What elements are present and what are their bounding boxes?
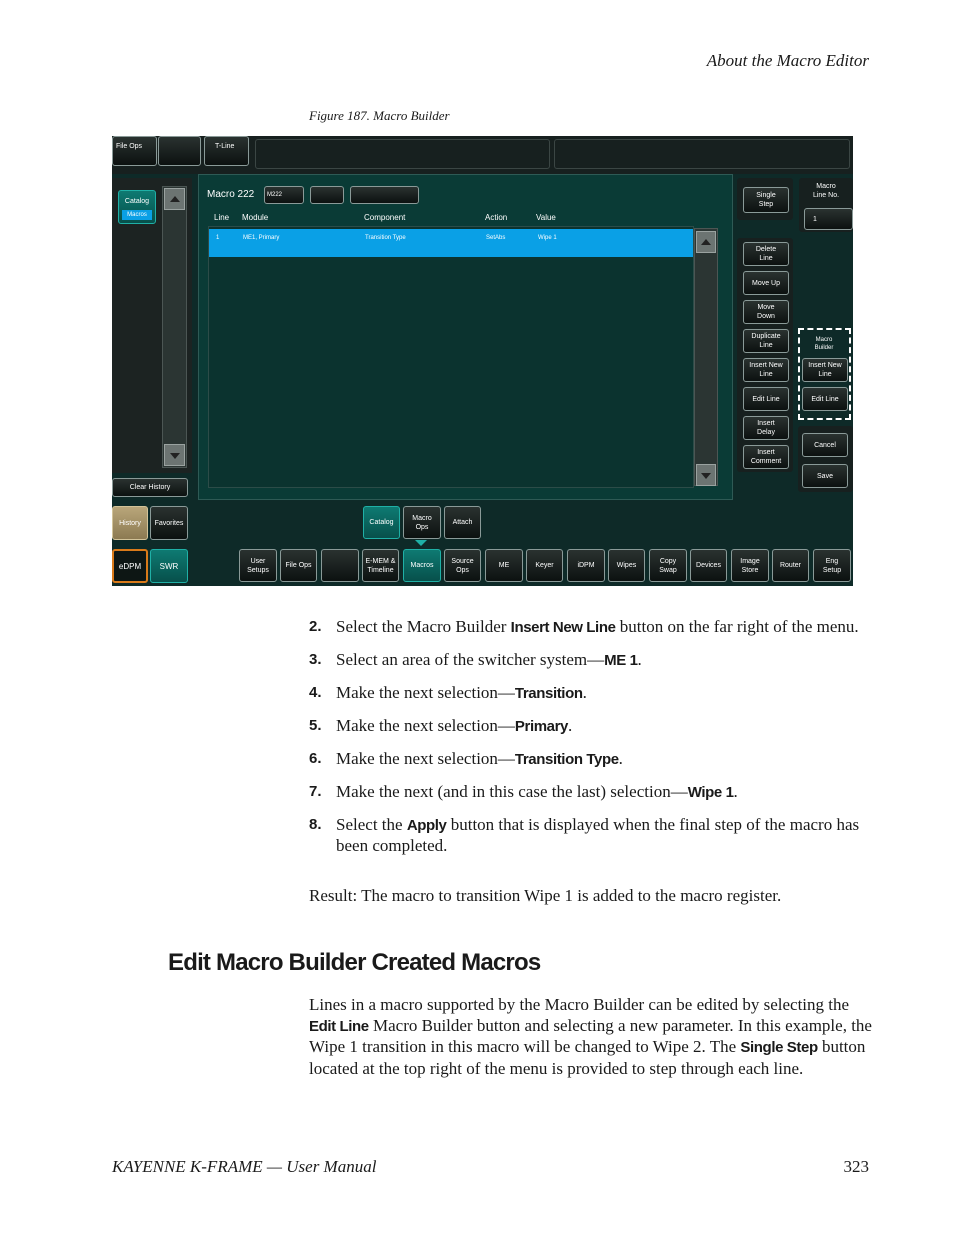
step-2	[309, 617, 869, 638]
step-text: button on the far right of the menu.	[615, 617, 859, 636]
catalog-label: Catalog	[124, 198, 150, 205]
running-header: About the Macro Editor	[706, 51, 869, 70]
cancel-button[interactable]: Cancel	[802, 433, 848, 457]
step-number: 8.	[309, 816, 322, 833]
figure-caption: Figure 187. Macro Builder	[309, 108, 450, 123]
step-4	[309, 683, 869, 704]
tab-eng-setup[interactable]: Eng Setup	[813, 549, 851, 582]
edpm-button[interactable]: eDPM	[112, 549, 148, 583]
insert-comment-button[interactable]: Insert Comment	[743, 445, 789, 469]
single-step-button[interactable]: Single Step	[743, 187, 789, 213]
table-scrollbar[interactable]	[694, 228, 718, 486]
step-text: .	[618, 749, 623, 768]
step-3	[309, 650, 869, 671]
step-keyword: ME 1	[604, 652, 638, 669]
tab-copy-swap[interactable]: Copy Swap	[649, 549, 687, 582]
tab-image-store[interactable]: Image Store	[731, 549, 769, 582]
step-keyword: Apply	[406, 817, 447, 834]
tab-source-ops[interactable]: Source Ops	[444, 549, 481, 582]
step-keyword: Transition Type	[514, 751, 619, 768]
step-8	[309, 815, 869, 856]
tab-keyer[interactable]: Keyer	[526, 549, 563, 582]
tab-me[interactable]: ME	[485, 549, 523, 582]
clear-history-button[interactable]: Clear History	[112, 478, 188, 497]
file-ops-tab[interactable]: File Ops	[112, 136, 157, 166]
step-number: 6.	[309, 750, 322, 767]
step-number: 5.	[309, 717, 322, 734]
col-line: Line	[214, 213, 230, 222]
macro-name-field[interactable]: M222	[264, 186, 304, 204]
save-button[interactable]: Save	[802, 464, 848, 488]
favorites-tab[interactable]: Favorites	[150, 506, 188, 540]
tab-router[interactable]: Router	[772, 549, 809, 582]
left-scroll-up-icon[interactable]	[164, 188, 185, 210]
footer-title: KAYENNE K-FRAME — User Manual	[112, 1157, 377, 1176]
tab-devices[interactable]: Devices	[690, 549, 727, 582]
macro-field-3[interactable]	[350, 186, 419, 204]
tab-blank[interactable]	[321, 549, 359, 582]
section-heading: Edit Macro Builder Created Macros	[168, 949, 541, 976]
tab-user-setups[interactable]: User Setups	[239, 549, 277, 582]
insert-new-line-button[interactable]: Insert New Line	[743, 358, 789, 382]
history-tab[interactable]: History	[112, 506, 148, 540]
step-keyword: Transition	[514, 685, 583, 702]
swr-button[interactable]: SWR	[150, 549, 188, 583]
step-text: Select an area of the switcher system—	[336, 650, 605, 669]
row-value: Wipe 1	[538, 235, 557, 241]
section-paragraph	[309, 995, 874, 1079]
step-text: Make the next selection—	[336, 749, 515, 768]
para-keyword: Edit Line	[309, 1017, 369, 1035]
t-line-tab[interactable]: T-Line	[204, 136, 249, 166]
step-text: Select the	[336, 815, 407, 834]
para-keyword: Single Step	[740, 1039, 818, 1056]
macro-field-2[interactable]	[310, 186, 344, 204]
step-text: Make the next (and in this case the last) selection—	[336, 782, 688, 801]
table-scroll-up-icon[interactable]	[696, 231, 716, 253]
para-text: Macro Builder button and selecting a new parameter. In this example, the Wipe 1 transition in this macro will be changed to Wipe 2. The	[309, 1015, 872, 1056]
macro-lines-list	[208, 226, 694, 488]
tab-macros[interactable]: Macros	[403, 549, 441, 582]
row-module: ME1, Primary	[243, 235, 280, 241]
macro-ops-subtab[interactable]: Macro Ops	[403, 506, 441, 539]
tab-idpm[interactable]: iDPM	[567, 549, 605, 582]
move-up-button[interactable]: Move Up	[743, 271, 789, 295]
step-text: .	[582, 683, 587, 702]
step-keyword: Primary	[514, 718, 568, 735]
step-5	[309, 716, 869, 737]
step-6	[309, 749, 869, 770]
step-text: .	[637, 650, 642, 669]
left-scroll-down-icon[interactable]	[164, 444, 185, 466]
attach-subtab[interactable]: Attach	[444, 506, 481, 539]
left-scrollbar[interactable]	[162, 186, 187, 468]
macro-builder-screenshot	[112, 136, 853, 586]
step-text: Make the next selection—	[336, 716, 515, 735]
para-text: Lines in a macro supported by the Macro Builder can be edited by selecting the	[309, 995, 850, 1014]
row-line: 1	[216, 235, 220, 241]
step-number: 7.	[309, 783, 322, 800]
step-text: .	[568, 716, 573, 735]
col-component: Component	[364, 213, 406, 222]
step-keyword: Insert New Line	[510, 619, 616, 636]
step-7	[309, 782, 869, 803]
top-display-1	[255, 139, 550, 169]
step-keyword: Wipe 1	[687, 784, 734, 801]
row-action: SetAbs	[486, 235, 506, 241]
macros-item[interactable]: Macros	[122, 210, 152, 220]
catalog-subtab[interactable]: Catalog	[363, 506, 400, 539]
tab-wipes[interactable]: Wipes	[608, 549, 645, 582]
macro-line-no-label: Macro Line No.	[812, 183, 840, 199]
tab-emem-timeline[interactable]: E-MEM & Timeline	[362, 549, 399, 582]
col-module: Module	[242, 213, 269, 222]
para-text: button located at the top right of the menu is provided to step through each line.	[309, 1037, 866, 1078]
macro-builder-label: Macro Builder	[814, 337, 834, 351]
duplicate-line-button[interactable]: Duplicate Line	[743, 329, 789, 353]
mb-edit-line-button[interactable]: Edit Line	[802, 387, 848, 411]
subtab-pointer-icon	[415, 540, 427, 546]
tab-file-ops[interactable]: File Ops	[280, 549, 317, 582]
step-text: button that is displayed when the final step of the macro has been completed.	[336, 815, 860, 855]
step-text: .	[733, 782, 738, 801]
step-number: 2.	[309, 618, 322, 635]
macro-line-no-field[interactable]: 1	[804, 208, 853, 230]
step-text: Make the next selection—	[336, 683, 515, 702]
blank-tab[interactable]	[158, 136, 201, 166]
procedure-steps	[309, 617, 869, 868]
macro-title: Macro 222	[207, 189, 255, 200]
step-text: Select the Macro Builder	[336, 617, 511, 636]
move-down-button[interactable]: Move Down	[743, 300, 789, 324]
page-number: 323	[843, 1157, 869, 1176]
mb-insert-new-line-button[interactable]: Insert New Line	[802, 358, 848, 382]
col-action: Action	[485, 213, 508, 222]
result-text: Result: The macro to transition Wipe 1 is added to the macro register.	[309, 886, 782, 905]
top-display-2	[554, 139, 850, 169]
table-scroll-down-icon[interactable]	[696, 464, 716, 486]
step-number: 4.	[309, 684, 322, 701]
delete-line-button[interactable]: Delete Line	[743, 242, 789, 266]
edit-line-button[interactable]: Edit Line	[743, 387, 789, 411]
table-row[interactable]	[209, 229, 693, 257]
row-component: Transition Type	[365, 235, 406, 241]
step-number: 3.	[309, 651, 322, 668]
col-value: Value	[536, 213, 556, 222]
insert-delay-button[interactable]: Insert Delay	[743, 416, 789, 440]
